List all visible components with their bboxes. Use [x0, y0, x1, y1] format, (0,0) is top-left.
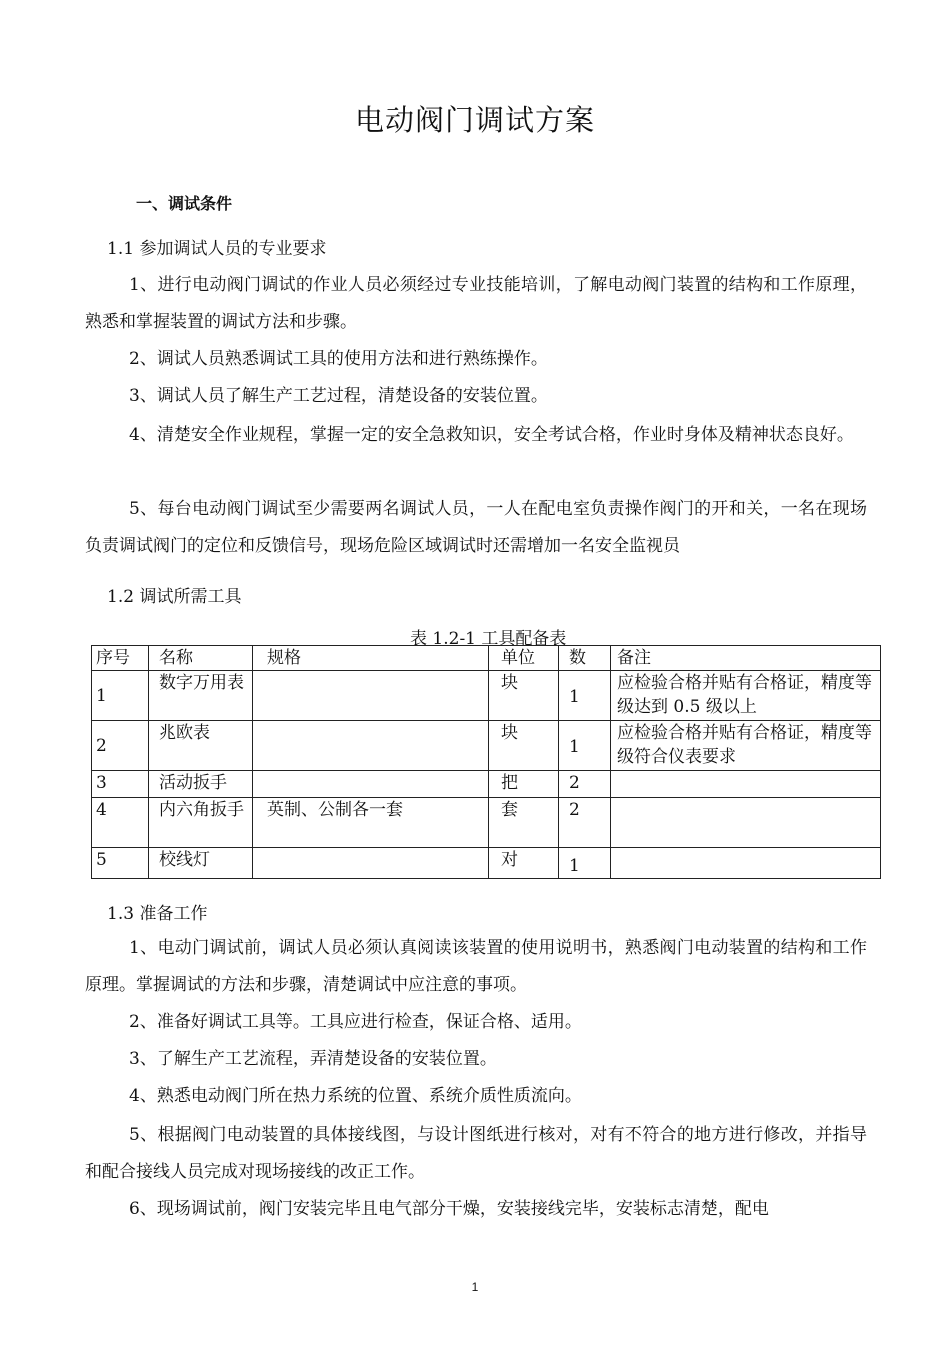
cell-name: 内六角扳手	[149, 798, 253, 848]
cell-name: 数字万用表	[149, 671, 253, 721]
paragraph-1-3-item-4: 4、熟悉电动阀门所在热力系统的位置、系统介质性质流向。	[129, 1086, 582, 1106]
cell-note	[611, 798, 881, 848]
table-row	[92, 671, 881, 721]
cell-qty: 2	[559, 798, 611, 848]
table-row	[92, 721, 881, 771]
paragraph-1-3-item-6: 6、现场调试前，阀门安装完毕且电气部分干燥，安装接线完毕，安装标志清楚，配电	[129, 1199, 769, 1219]
cell-note: 应检验合格并贴有合格证，精度等级符合仪表要求	[611, 721, 881, 771]
column-header-index: 序号	[92, 646, 149, 671]
page-number: 1	[471, 1280, 479, 1294]
paragraph-1-3-item-2: 2、准备好调试工具等。工具应进行检查，保证合格、适用。	[129, 1012, 582, 1032]
cell-qty	[559, 721, 611, 771]
cell-unit: 块	[489, 671, 559, 721]
table-row	[92, 798, 881, 848]
cell-index: 5	[92, 848, 149, 879]
cell-note	[611, 771, 881, 798]
cell-spec	[253, 721, 489, 771]
subsection-heading-1-1: 1.1 参加调试人员的专业要求	[107, 239, 327, 259]
section-heading-conditions: 一、调试条件	[136, 194, 233, 213]
cell-spec	[253, 771, 489, 798]
document-title: 电动阀门调试方案	[354, 103, 595, 137]
cell-index: 3	[92, 771, 149, 798]
table-row	[92, 848, 881, 879]
paragraph-1-1-item-3: 3、调试人员了解生产工艺过程，清楚设备的安装位置。	[129, 386, 548, 406]
table-caption: 表 1.2-1 工具配备表	[410, 629, 567, 649]
paragraph-1-3-item-3: 3、了解生产工艺流程，弄清楚设备的安装位置。	[129, 1049, 497, 1069]
cell-qty	[559, 848, 611, 879]
paragraph-1-3-item-1: 1、电动门调试前，调试人员必须认真阅读该装置的使用说明书，熟悉阀门电动装置的结构和工作原理。掌握调试的方法和步骤，清楚调试中应注意的事项。	[85, 938, 867, 995]
table-header-row	[92, 646, 881, 671]
tools-table	[91, 645, 881, 879]
paragraph-1-1-item-4: 4、清楚安全作业规程，掌握一定的安全急救知识，安全考试合格，作业时身体及精神状态良好。	[129, 425, 854, 445]
cell-index: 4	[92, 798, 149, 848]
paragraph-1-1-item-2: 2、调试人员熟悉调试工具的使用方法和进行熟练操作。	[129, 349, 548, 369]
cell-name: 兆欧表	[149, 721, 253, 771]
cell-qty-value: 1	[569, 687, 580, 707]
cell-note	[611, 848, 881, 879]
cell-index: 2	[92, 721, 149, 771]
cell-qty-value: 1	[569, 856, 580, 876]
cell-qty-value: 1	[569, 737, 580, 757]
cell-note: 应检验合格并贴有合格证，精度等级达到 0.5 级以上	[611, 671, 881, 721]
column-header-note: 备注	[611, 646, 881, 671]
subsection-heading-1-3: 1.3 准备工作	[107, 904, 208, 924]
cell-unit: 块	[489, 721, 559, 771]
column-header-spec: 规格	[253, 646, 489, 671]
cell-unit: 套	[489, 798, 559, 848]
table-row	[92, 771, 881, 798]
cell-qty	[559, 671, 611, 721]
paragraph-1-1-item-1: 1、进行电动阀门调试的作业人员必须经过专业技能培训，了解电动阀门装置的结构和工作原理，熟悉和掌握装置的调试方法和步骤。	[85, 275, 867, 332]
cell-spec: 英制、公制各一套	[253, 798, 489, 848]
paragraph-1-3-item-5: 5、根据阀门电动装置的具体接线图，与设计图纸进行核对，对有不符合的地方进行修改，并指导和配合接线人员完成对现场接线的改正工作。	[85, 1125, 867, 1182]
cell-name: 校线灯	[149, 848, 253, 879]
cell-name: 活动扳手	[149, 771, 253, 798]
cell-spec	[253, 671, 489, 721]
cell-spec	[253, 848, 489, 879]
cell-unit: 把	[489, 771, 559, 798]
cell-index: 1	[92, 671, 149, 721]
cell-unit: 对	[489, 848, 559, 879]
column-header-name: 名称	[149, 646, 253, 671]
column-header-qty: 数	[559, 646, 611, 671]
paragraph-1-1-item-5: 5、每台电动阀门调试至少需要两名调试人员，一人在配电室负责操作阀门的开和关，一名在现场负责调试阀门的定位和反馈信号，现场危险区域调试时还需增加一名安全监视员	[85, 499, 867, 556]
cell-qty: 2	[559, 771, 611, 798]
subsection-heading-1-2: 1.2 调试所需工具	[107, 587, 242, 607]
column-header-unit: 单位	[489, 646, 559, 671]
